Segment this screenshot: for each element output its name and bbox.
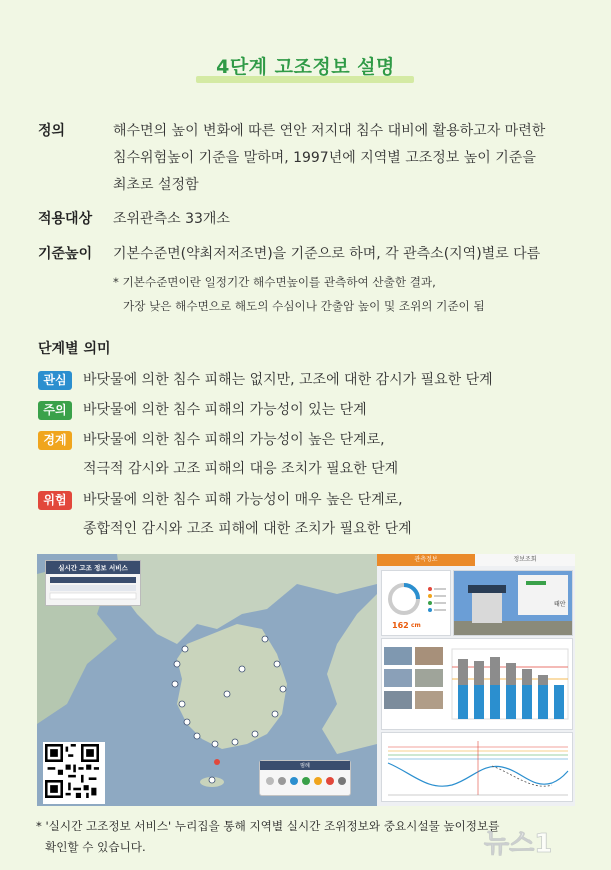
service-screenshot <box>37 554 575 806</box>
dashboard-tabs <box>377 554 575 566</box>
definition-text: 최초로 설정함 <box>113 177 199 193</box>
definition-text: 해수면의 높이 변화에 따른 연안 저지대 침수 대비에 활용하고자 마련한 <box>113 123 546 139</box>
legend-title: 범례 <box>260 761 350 770</box>
note-line: * 기본수준면이란 일정기간 해수면높이를 관측하여 산출한 결과, <box>113 275 436 289</box>
footnote-line: 확인할 수 있습니다. <box>45 840 146 854</box>
station-photo-card <box>453 570 573 636</box>
level-text: 바닷물에 의한 침수 피해 가능성이 매우 높은 단계로, <box>83 492 403 508</box>
level-text: 바닷물에 의한 침수 피해의 가능성이 높은 단계로, <box>83 432 385 448</box>
tide-series-card <box>381 732 573 802</box>
level-badge: 경계 <box>38 431 72 450</box>
news1-watermark <box>478 812 608 866</box>
legend-markers <box>260 770 350 796</box>
level-badge: 주의 <box>38 401 72 420</box>
definition-text: 침수위험높이 기준을 말하며, 1997년에 지역별 고조정보 높이 기준을 <box>113 150 536 166</box>
service-info-panel <box>45 560 141 606</box>
panel-table <box>46 574 140 604</box>
service-panel-title: 실시간 고조 정보 서비스 <box>46 561 140 574</box>
dashboard-panel <box>377 554 575 806</box>
facility-chart <box>382 639 572 729</box>
level-badge: 위험 <box>38 491 72 510</box>
target-text: 조위관측소 33개소 <box>113 211 230 227</box>
qr-code[interactable] <box>43 742 105 804</box>
page-title: 4단계 고조정보 설명 <box>216 56 395 78</box>
level-text: 바닷물에 의한 침수 피해는 없지만, 고조에 대한 감시가 필요한 단계 <box>83 372 493 388</box>
news1-logo <box>478 812 608 866</box>
station-name: 태안 <box>554 601 566 608</box>
note-line: 가장 낮은 해수면으로 해도의 수심이나 간출암 높이 및 조위의 기준이 됨 <box>123 299 485 313</box>
tab-lookup[interactable]: 정보조회 <box>475 554 575 566</box>
footnote-line: * '실시간 고조정보 서비스' 누리집을 통해 지역별 실시간 조위정보와 중요시설물 높이정보를 <box>36 819 500 833</box>
map-legend <box>259 760 351 796</box>
level-text: 적극적 감시와 고조 피해의 대응 조치가 필요한 단계 <box>83 461 399 477</box>
facility-card <box>381 638 573 730</box>
tide-series-chart <box>382 733 572 801</box>
level-text: 바닷물에 의한 침수 피해의 가능성이 있는 단계 <box>83 402 367 418</box>
tide-unit: cm <box>411 622 421 629</box>
tide-value: 162 <box>392 621 409 630</box>
level-text: 종합적인 감시와 고조 피해에 대한 조치가 필요한 단계 <box>83 521 412 537</box>
level-badge: 관심 <box>38 371 72 390</box>
tide-gauge-card <box>381 570 451 636</box>
watermark-text: 뉴스1 <box>484 829 553 859</box>
tide-map <box>37 554 377 806</box>
base-height-label: 기준높이 <box>38 246 93 262</box>
target-label: 적용대상 <box>38 211 93 227</box>
tab-observation[interactable]: 관측정보 <box>377 554 475 566</box>
definition-label: 정의 <box>38 123 66 139</box>
base-height-text: 기본수준면(약최저저조면)을 기준으로 하며, 각 관측소(지역)별로 다름 <box>113 246 541 262</box>
qr-code-icon <box>45 744 99 798</box>
section-title: 단계별 의미 <box>38 341 111 357</box>
